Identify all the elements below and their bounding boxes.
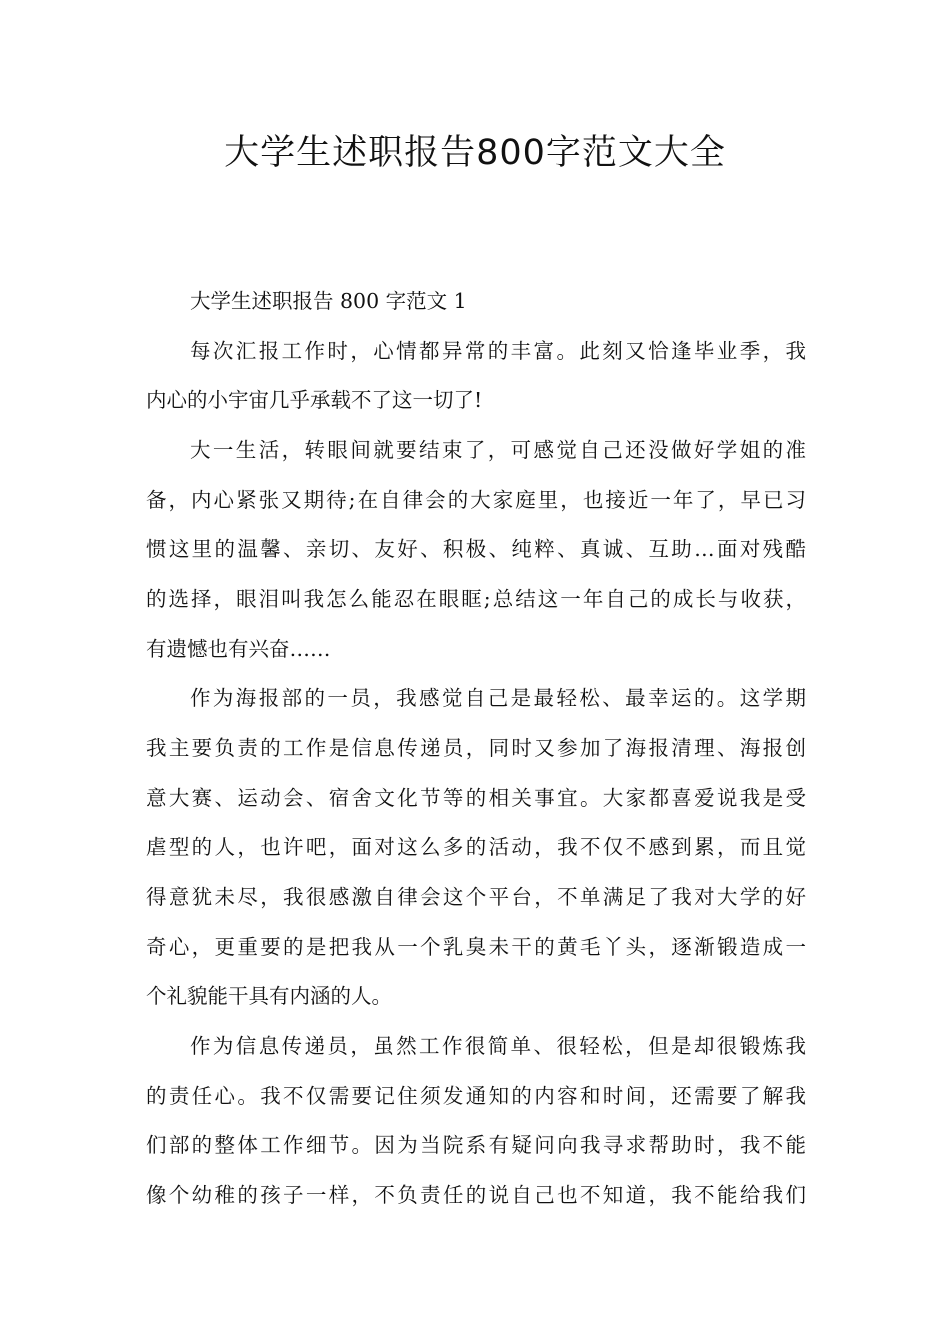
paragraph-line: 有遗憾也有兴奋…… bbox=[146, 637, 331, 661]
paragraph-line: 的选择，眼泪叫我怎么能忍在眼眶;总结这一年自己的成长与收获， bbox=[146, 587, 806, 611]
paragraph-line: 作为信息传递员，虽然工作很简单、很轻松，但是却很锻炼我 bbox=[190, 1034, 806, 1058]
paragraph-line: 意大赛、运动会、宿舍文化节等的相关事宜。大家都喜爱说我是受 bbox=[146, 786, 806, 810]
paragraph-line: 的责任心。我不仅需要记住须发通知的内容和时间，还需要了解我 bbox=[146, 1084, 806, 1108]
paragraph-line: 得意犹未尽，我很感激自律会这个平台，不单满足了我对大学的好 bbox=[146, 885, 806, 909]
paragraph-line: 像个幼稚的孩子一样，不负责任的说自己也不知道，我不能给我们 bbox=[146, 1183, 806, 1207]
paragraph-line: 们部的整体工作细节。因为当院系有疑问向我寻求帮助时，我不能 bbox=[146, 1133, 806, 1157]
paragraph-line: 作为海报部的一员，我感觉自己是最轻松、最幸运的。这学期 bbox=[190, 686, 806, 710]
paragraph-line: 奇心，更重要的是把我从一个乳臭未干的黄毛丫头，逐渐锻造成一 bbox=[146, 935, 806, 959]
paragraph-line: 备，内心紧张又期待;在自律会的大家庭里，也接近一年了，早已习 bbox=[146, 488, 806, 512]
paragraph-line: 惯这里的温馨、亲切、友好、积极、纯粹、真诚、互助…面对残酷 bbox=[146, 537, 806, 561]
paragraph-line: 虐型的人，也许吧，面对这么多的活动，我不仅不感到累，而且觉 bbox=[146, 835, 806, 859]
paragraph-line: 内心的小宇宙几乎承载不了这一切了! bbox=[146, 388, 483, 412]
document-title: 大学生述职报告800字范文大全 bbox=[224, 133, 726, 173]
section-heading: 大学生述职报告 800 字范文 1 bbox=[190, 289, 467, 313]
paragraph-line: 个礼貌能干具有内涵的人。 bbox=[146, 984, 392, 1008]
paragraph-line: 每次汇报工作时，心情都异常的丰富。此刻又恰逢毕业季，我 bbox=[190, 339, 806, 363]
paragraph-line: 大一生活，转眼间就要结束了，可感觉自己还没做好学姐的准 bbox=[190, 438, 806, 462]
paragraph-line: 我主要负责的工作是信息传递员，同时又参加了海报清理、海报创 bbox=[146, 736, 806, 760]
